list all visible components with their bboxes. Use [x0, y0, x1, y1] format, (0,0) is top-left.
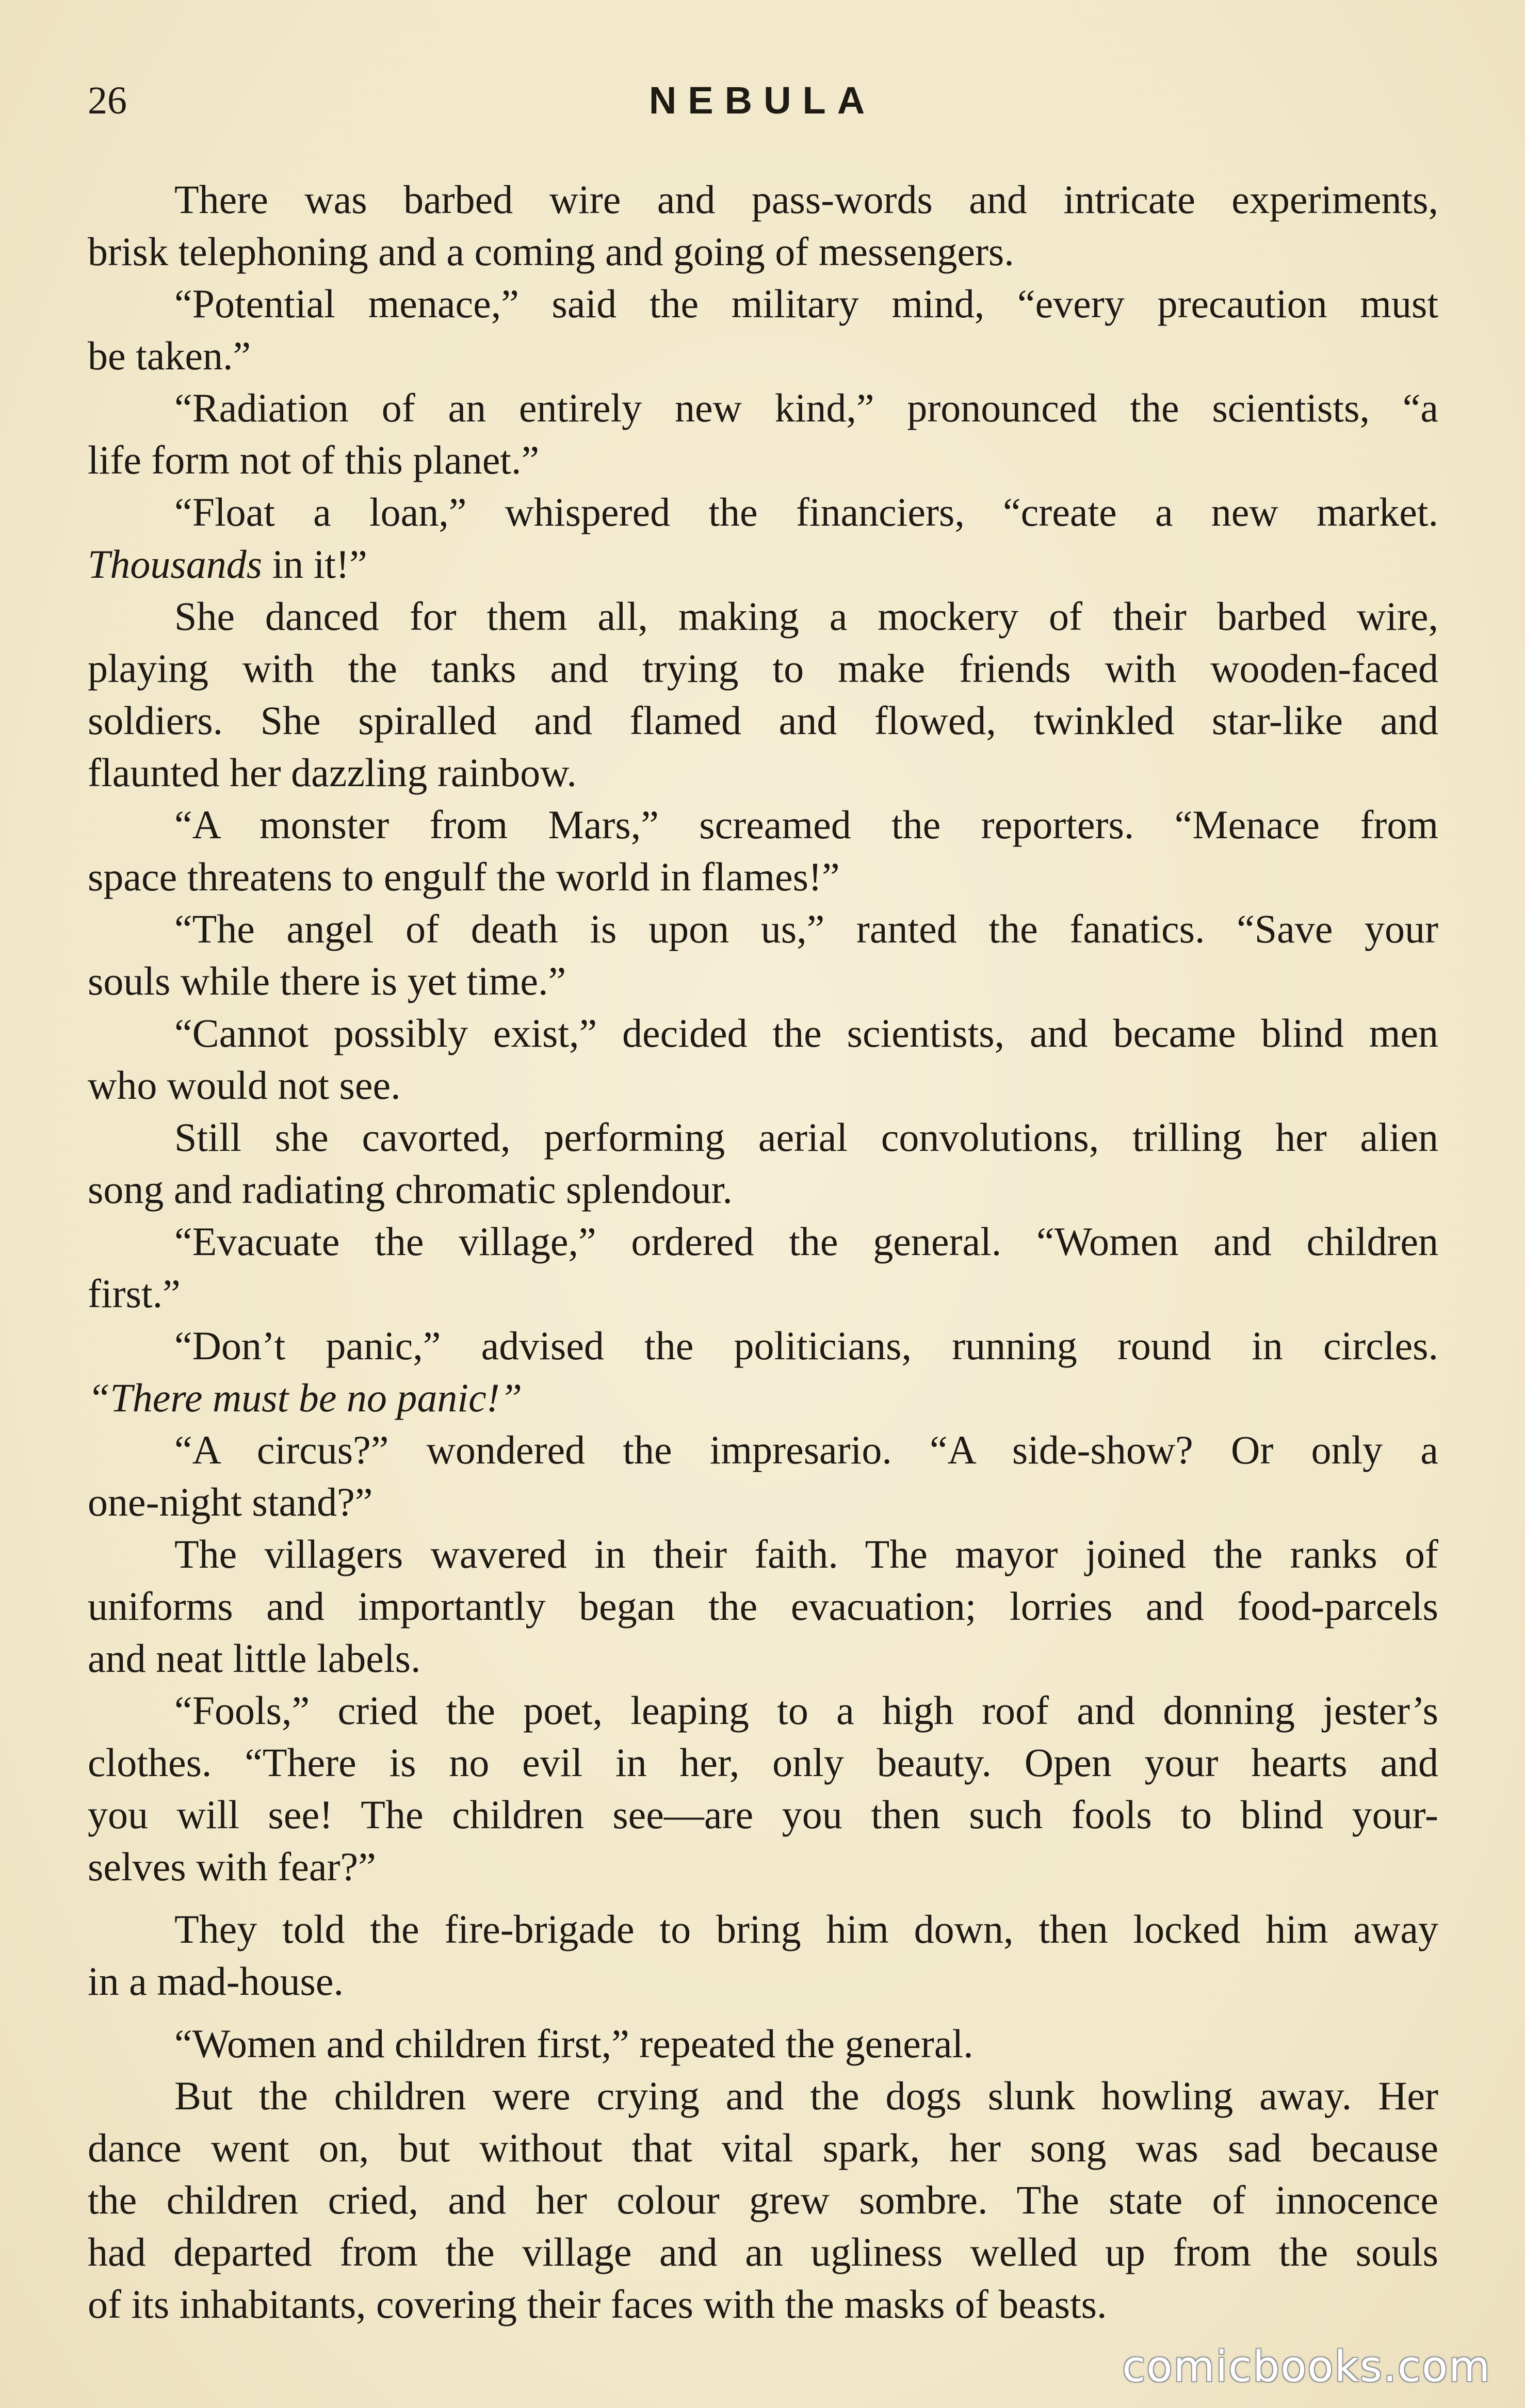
text-line: space threatens to engulf the world in flames!”: [88, 854, 840, 899]
text-line: dance went on, but without that vital spark, her song was sad because: [88, 2125, 1438, 2170]
text-line: had departed from the village and an ugliness welled up from the souls: [88, 2230, 1438, 2274]
text-line: But the children were crying and the dogs slunk howling away. Her: [174, 2073, 1438, 2118]
text-line: selves with fear?”: [88, 1844, 376, 1889]
text-line: She danced for them all, making a mockery of their barbed wire,: [174, 594, 1438, 639]
story-text: [88, 173, 1438, 2330]
text-line: They told the fire-brigade to bring him down, then locked him away: [174, 1907, 1438, 1951]
text-line: who would not see.: [88, 1063, 401, 1108]
text-segment: in it!”: [262, 542, 367, 587]
text-line: “A circus?” wondered the impresario. “A side-show? Or only a: [174, 1427, 1438, 1472]
text-line: brisk telephoning and a coming and going of messengers.: [88, 229, 1014, 274]
text-line: of its inhabitants, covering their faces with the masks of beasts.: [88, 2282, 1107, 2326]
text-line: clothes. “There is no evil in her, only beauty. Open your hearts and: [88, 1740, 1438, 1785]
text-line: souls while there is yet time.”: [88, 958, 566, 1003]
text-line: and neat little labels.: [88, 1636, 421, 1681]
text-line: The villagers wavered in their faith. The mayor joined the ranks of: [174, 1532, 1438, 1576]
text-line: [88, 538, 1438, 590]
text-line: “Float a loan,” whispered the financiers, “create a new market.: [174, 490, 1438, 534]
text-line: in a mad-house.: [88, 1959, 344, 2004]
text-line: “Fools,” cried the poet, leaping to a high roof and donning jester’s: [174, 1688, 1438, 1733]
text-line: first.”: [88, 1271, 181, 1316]
page-number: 26: [88, 79, 127, 122]
text-line: uniforms and importantly began the evacuation; lorries and food-parcels: [88, 1584, 1438, 1629]
text-line: Still she cavorted, performing aerial convolutions, trilling her alien: [174, 1115, 1438, 1160]
text-line: There was barbed wire and pass-words and intricate experiments,: [174, 177, 1438, 222]
text-line: “Potential menace,” said the military mind, “every precaution must: [174, 281, 1438, 326]
watermark: comicbooks.com: [1122, 2342, 1491, 2391]
italic-text: “There must be no panic!”: [88, 1375, 523, 1420]
text-line: “Evacuate the village,” ordered the general. “Women and children: [174, 1219, 1438, 1264]
text-line: playing with the tanks and trying to make friends with wooden-faced: [88, 646, 1438, 691]
text-line: “Don’t panic,” advised the politicians, running round in circles.: [174, 1323, 1438, 1368]
page-header: [88, 77, 1437, 124]
text-line: “Radiation of an entirely new kind,” pronounced the scientists, “a: [174, 385, 1438, 430]
text-line: song and radiating chromatic splendour.: [88, 1167, 733, 1212]
text-line: “Cannot possibly exist,” decided the scientists, and became blind men: [174, 1011, 1438, 1055]
text-line: “The angel of death is upon us,” ranted the fanatics. “Save your: [174, 906, 1438, 951]
text-line: the children cried, and her colour grew sombre. The state of innocence: [88, 2177, 1438, 2222]
text-line: life form not of this planet.”: [88, 437, 540, 482]
running-head-title: NEBULA: [648, 79, 877, 122]
text-line: soldiers. She spiralled and flamed and flowed, twinkled star-like and: [88, 698, 1438, 743]
text-line: one-night stand?”: [88, 1479, 373, 1524]
text-line: flaunted her dazzling rainbow.: [88, 750, 577, 795]
text-line: you will see! The children see—are you then such fools to blind your-: [88, 1792, 1438, 1837]
italic-text: Thousands: [88, 542, 263, 587]
text-line: “A monster from Mars,” screamed the reporters. “Menace from: [174, 802, 1438, 847]
text-line: [88, 1372, 1438, 1424]
text-line: “Women and children first,” repeated the general.: [174, 2021, 974, 2066]
text-line: be taken.”: [88, 333, 251, 378]
